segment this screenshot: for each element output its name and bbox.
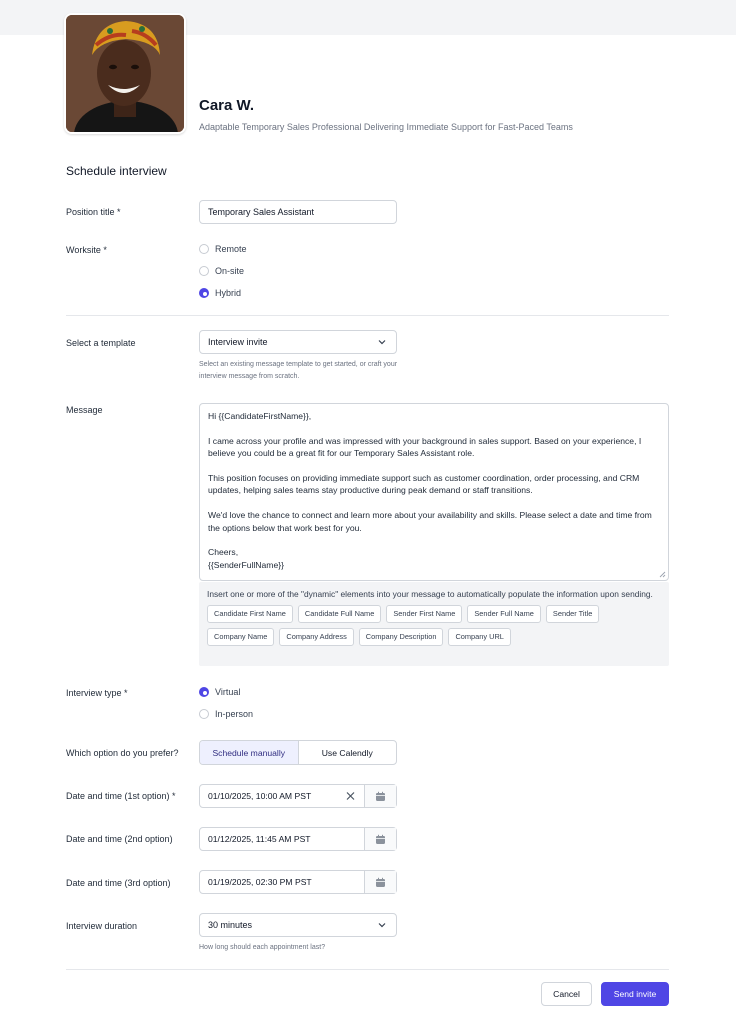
duration-label: Interview duration: [66, 921, 138, 931]
position-title-label: Position title *: [66, 207, 121, 217]
interview-type-option-label: Virtual: [215, 687, 241, 697]
message-label: Message: [66, 405, 103, 415]
worksite-label: Worksite *: [66, 245, 107, 255]
date-option-3-label: Date and time (3rd option): [66, 878, 171, 888]
template-select[interactable]: [199, 330, 397, 354]
candidate-headline: Adaptable Temporary Sales Professional Delivering Immediate Support for Fast-Paced Teams: [199, 122, 573, 132]
radio-icon: [199, 709, 209, 719]
message-signature: {{SenderFullName}}: [208, 559, 284, 570]
chip-sender-full-name[interactable]: Sender Full Name: [467, 605, 541, 623]
worksite-option-remote[interactable]: [199, 244, 247, 254]
radio-selected-icon: [199, 288, 209, 298]
worksite-option-label: On-site: [215, 266, 245, 276]
message-paragraph: This position focuses on providing immediate support such as customer coordination, order processing, and CRM updates, helping sales teams stay productive during peak demand or staff transitions.: [208, 473, 640, 496]
calendar-icon: [375, 877, 386, 888]
divider: [66, 315, 669, 316]
date-option-1-label: Date and time (1st option) *: [66, 791, 176, 801]
schedule-manually-option[interactable]: Schedule manually: [200, 741, 299, 764]
date-option-3-value: 01/19/2025, 02:30 PM PST: [208, 877, 312, 887]
chip-sender-first-name[interactable]: Sender First Name: [386, 605, 462, 623]
worksite-option-hybrid[interactable]: [199, 288, 241, 298]
candidate-name: Cara W.: [199, 97, 255, 114]
dynamic-elements-panel: [199, 582, 669, 666]
date-option-3-field[interactable]: [199, 870, 397, 894]
interview-type-label: Interview type *: [66, 688, 128, 698]
clear-icon[interactable]: [346, 792, 355, 801]
position-title-input[interactable]: Temporary Sales Assistant: [199, 200, 397, 224]
calendar-icon: [375, 834, 386, 845]
dynamic-chips: [207, 605, 667, 646]
use-calendly-option[interactable]: Use Calendly: [321, 747, 373, 758]
resize-handle-icon[interactable]: [659, 571, 666, 578]
message-paragraph: I came across your profile and was impressed with your background in sales support. Based on your experience, I believe you could be a great fit for our Temporary Sales Assistant role.: [208, 435, 642, 459]
template-label: Select a template: [66, 338, 136, 348]
duration-select-value: 30 minutes: [208, 920, 253, 930]
template-hint: Select an existing message template to get started, or craft your interview message from scratch.: [199, 361, 398, 380]
date-option-2-value: 01/12/2025, 11:45 AM PST: [208, 834, 311, 844]
calendar-button[interactable]: [364, 871, 396, 893]
duration-select[interactable]: [199, 913, 397, 937]
chip-candidate-full-name[interactable]: Candidate Full Name: [298, 605, 381, 623]
message-signoff: Cheers,: [208, 547, 239, 558]
date-option-2-label: Date and time (2nd option): [66, 834, 173, 844]
date-option-2-field[interactable]: [199, 827, 397, 851]
chevron-down-icon: [377, 920, 387, 930]
worksite-option-label: Hybrid: [215, 288, 242, 298]
interview-type-option-label: In-person: [215, 709, 254, 719]
message-textarea[interactable]: [199, 403, 669, 581]
dynamic-elements-text: Insert one or more of the "dynamic" elements into your message to automatically populate the information upon sending.: [207, 589, 653, 599]
message-greeting: Hi {{CandidateFirstName}},: [208, 411, 312, 421]
chip-sender-title[interactable]: Sender Title: [546, 605, 599, 623]
chevron-down-icon: [377, 337, 387, 347]
send-invite-button[interactable]: Send invite: [601, 982, 669, 1006]
radio-icon: [199, 266, 209, 276]
calendar-button[interactable]: [364, 785, 396, 807]
cancel-button[interactable]: Cancel: [541, 982, 592, 1006]
worksite-option-label: Remote: [215, 244, 247, 254]
interview-type-virtual[interactable]: [199, 687, 240, 697]
template-select-value: Interview invite: [208, 337, 268, 347]
date-option-1-field[interactable]: [199, 784, 397, 808]
radio-icon: [199, 244, 209, 254]
calendar-icon: [375, 791, 386, 802]
duration-hint: How long should each appointment last?: [199, 944, 326, 951]
radio-selected-icon: [199, 687, 209, 697]
date-option-1-value: 01/10/2025, 10:00 AM PST: [208, 791, 312, 801]
chip-company-name[interactable]: Company Name: [207, 628, 274, 646]
section-title: Schedule interview: [66, 164, 167, 178]
interview-type-in-person[interactable]: [199, 709, 253, 719]
chip-company-url[interactable]: Company URL: [448, 628, 510, 646]
calendar-button[interactable]: [364, 828, 396, 850]
profile-photo: [64, 13, 186, 134]
preference-segmented-control: [199, 740, 397, 765]
chip-company-description[interactable]: Company Description: [359, 628, 444, 646]
chip-candidate-first-name[interactable]: Candidate First Name: [207, 605, 293, 623]
preference-label: Which option do you prefer?: [66, 748, 179, 758]
chip-company-address[interactable]: Company Address: [279, 628, 353, 646]
divider: [66, 969, 669, 970]
message-paragraph: We'd love the chance to connect and learn more about your availability and skills. Please select a date and time from the options below that work best for you.: [208, 510, 652, 533]
worksite-option-onsite[interactable]: [199, 266, 244, 276]
